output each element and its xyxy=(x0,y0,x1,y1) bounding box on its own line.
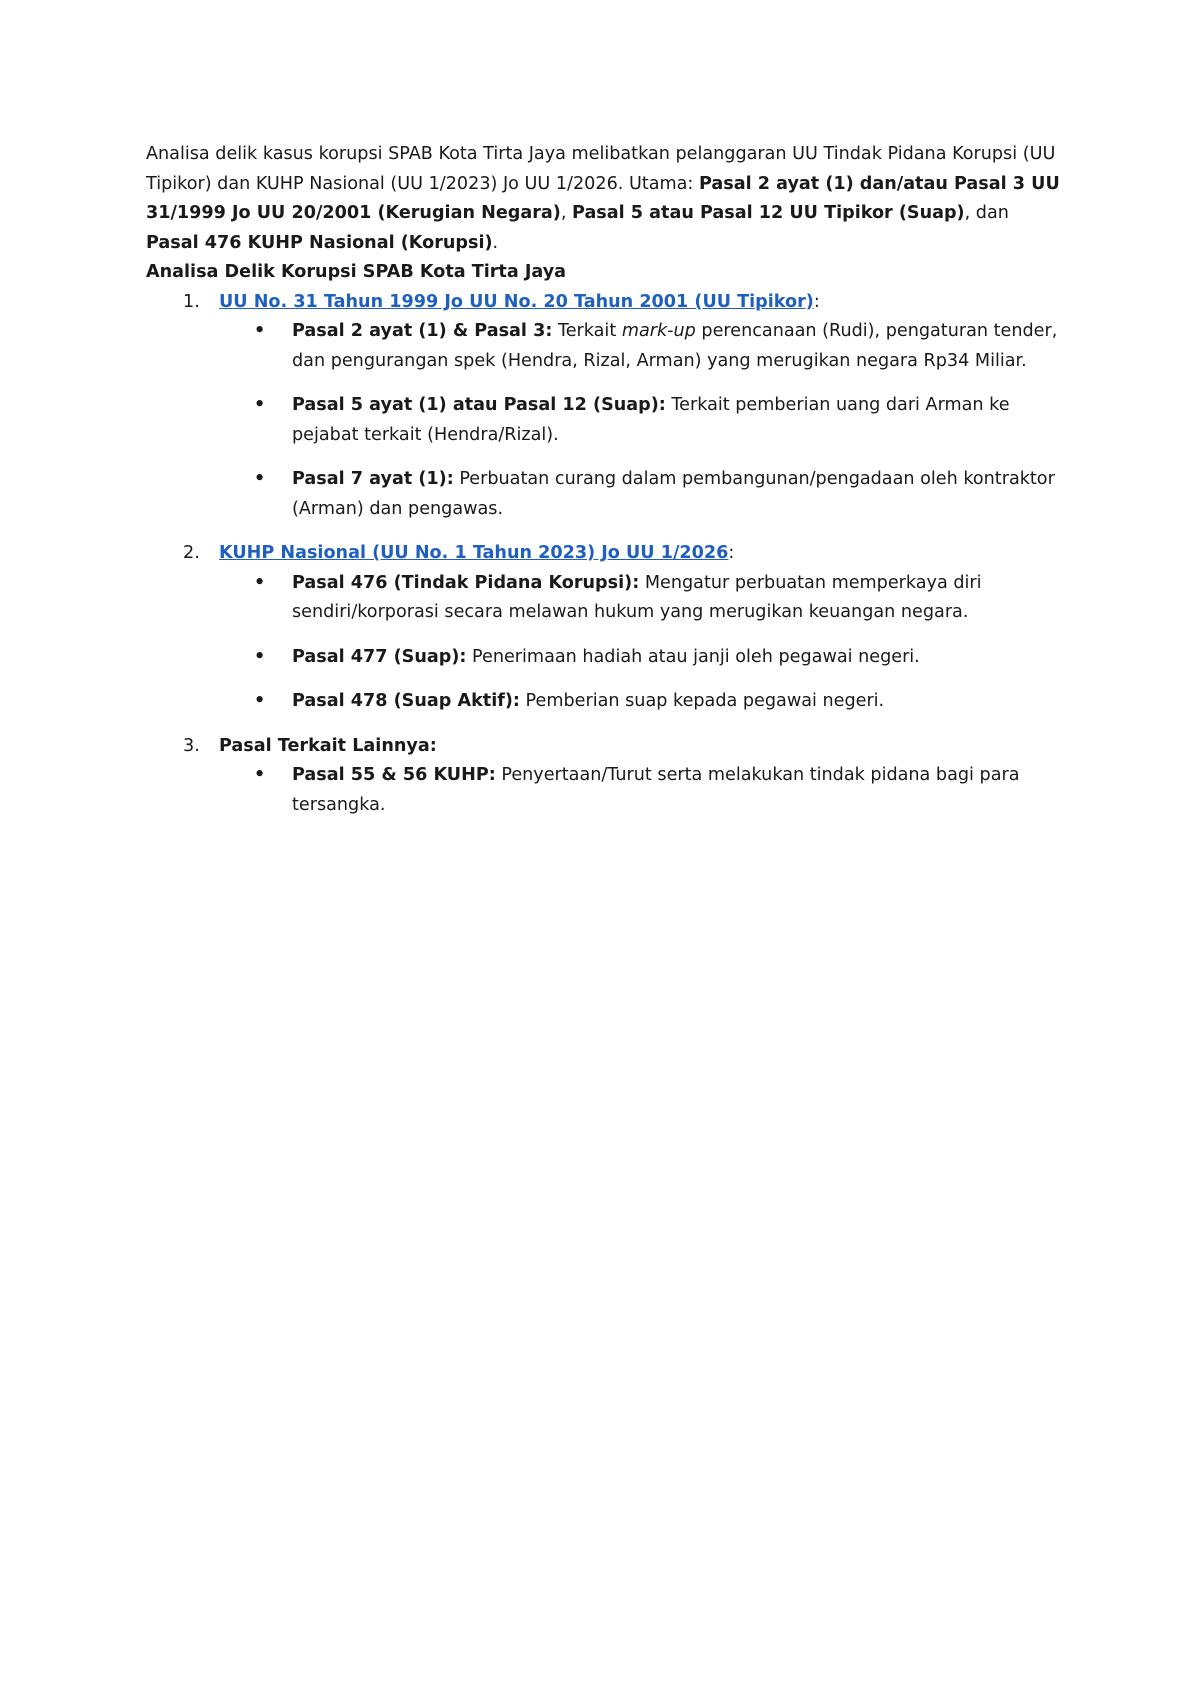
bullet-text: Pemberian suap kepada pegawai negeri. xyxy=(519,691,885,711)
section-heading: Analisa Delik Korupsi SPAB Kota Tirta Jaya xyxy=(146,262,567,282)
bullet-list xyxy=(219,317,1066,524)
title-suffix: : xyxy=(728,543,735,563)
bullet-list xyxy=(219,761,1066,820)
bullet-icon: • xyxy=(254,572,266,593)
bullet-text: Terkait xyxy=(552,321,622,341)
intro-separator: , dan xyxy=(964,203,1009,223)
section-title xyxy=(219,288,1066,318)
list-number: 2. xyxy=(183,543,200,563)
bullet-text: Terkait pemberian uang dari Arman ke pejabat terkait (Hendra/Rizal). xyxy=(292,395,1010,445)
bullet-text: Penerimaan hadiah atau janji oleh pegawai negeri. xyxy=(466,646,920,667)
bullet-item xyxy=(219,569,1066,628)
bullet-item xyxy=(219,687,1066,717)
bullet-item xyxy=(219,761,1066,820)
intro-text: Analisa delik kasus korupsi SPAB Kota Tirta Jaya melibatkan pelanggaran UU Tindak Pidana Korupsi (UU Tipikor) dan KUHP Nasional (UU 1/2023) Jo UU 1/2026. Utama: xyxy=(146,144,1056,194)
bullet-item xyxy=(219,643,1066,673)
bullet-label: Pasal 478 (Suap Aktif): xyxy=(292,691,520,711)
bullet-label: Pasal 55 & 56 KUHP: xyxy=(292,765,496,785)
intro-paragraph xyxy=(146,140,1066,258)
bullet-label: Pasal 2 ayat (1) & Pasal 3: xyxy=(292,321,553,341)
numbered-list xyxy=(146,288,1066,821)
bullet-icon: • xyxy=(254,469,266,489)
bullet-list xyxy=(219,569,1066,717)
bullet-text: Perbuatan curang dalam pembangunan/pengadaan oleh kontraktor (Arman) dan pengawas. xyxy=(292,469,1055,519)
bullet-label: Pasal 476 (Tindak Pidana Korupsi): xyxy=(292,572,640,593)
list-number: 1. xyxy=(183,291,200,312)
list-item-uu-tipikor xyxy=(146,288,1066,525)
bullet-label: Pasal 5 ayat (1) atau Pasal 12 (Suap): xyxy=(292,395,666,415)
intro-end: . xyxy=(492,232,499,253)
intro-separator: , xyxy=(560,203,573,223)
bullet-text: Penyertaan/Turut serta melakukan tindak pidana bagi para tersangka. xyxy=(292,765,1020,815)
link-kuhp-nasional[interactable]: KUHP Nasional (UU No. 1 Tahun 2023) Jo UU 1/2026 xyxy=(219,543,729,563)
bullet-item xyxy=(219,465,1066,524)
bullet-italic-text: mark-up xyxy=(621,321,696,341)
intro-bold-pasal-2-3: Pasal 2 ayat (1) dan/atau Pasal 3 UU 31/1999 Jo UU 20/2001 (Kerugian Negara) xyxy=(146,173,1060,223)
bullet-item xyxy=(219,391,1066,450)
bullet-label: Pasal 7 ayat (1): xyxy=(292,469,454,489)
section-title xyxy=(219,539,1066,569)
bullet-text: Mengatur perbuatan memperkaya diri sendiri/korporasi secara melawan hukum yang merugikan keuangan negara. xyxy=(292,572,982,622)
document-content xyxy=(146,140,1066,835)
list-item-kuhp-nasional xyxy=(146,539,1066,717)
list-item-pasal-terkait xyxy=(146,732,1066,821)
bullet-icon: • xyxy=(254,321,266,341)
intro-bold-pasal-5-12: Pasal 5 atau Pasal 12 UU Tipikor (Suap) xyxy=(572,203,965,223)
list-number: 3. xyxy=(183,735,200,756)
bullet-icon: • xyxy=(254,395,266,415)
title-suffix: : xyxy=(813,291,820,312)
link-uu-tipikor[interactable]: UU No. 31 Tahun 1999 Jo UU No. 20 Tahun 2001 (UU Tipikor) xyxy=(219,291,814,312)
bullet-icon: • xyxy=(254,646,266,667)
bullet-icon: • xyxy=(254,765,266,785)
bullet-text: perencanaan (Rudi), pengaturan tender, dan pengurangan spek (Hendra, Rizal, Arman) yang merugikan negara Rp34 Miliar. xyxy=(292,321,1058,371)
section-title: Pasal Terkait Lainnya: xyxy=(219,735,437,756)
bullet-icon: • xyxy=(254,691,266,711)
bullet-label: Pasal 477 (Suap): xyxy=(292,646,467,667)
intro-bold-pasal-476: Pasal 476 KUHP Nasional (Korupsi) xyxy=(146,232,493,253)
bullet-item xyxy=(219,317,1066,376)
